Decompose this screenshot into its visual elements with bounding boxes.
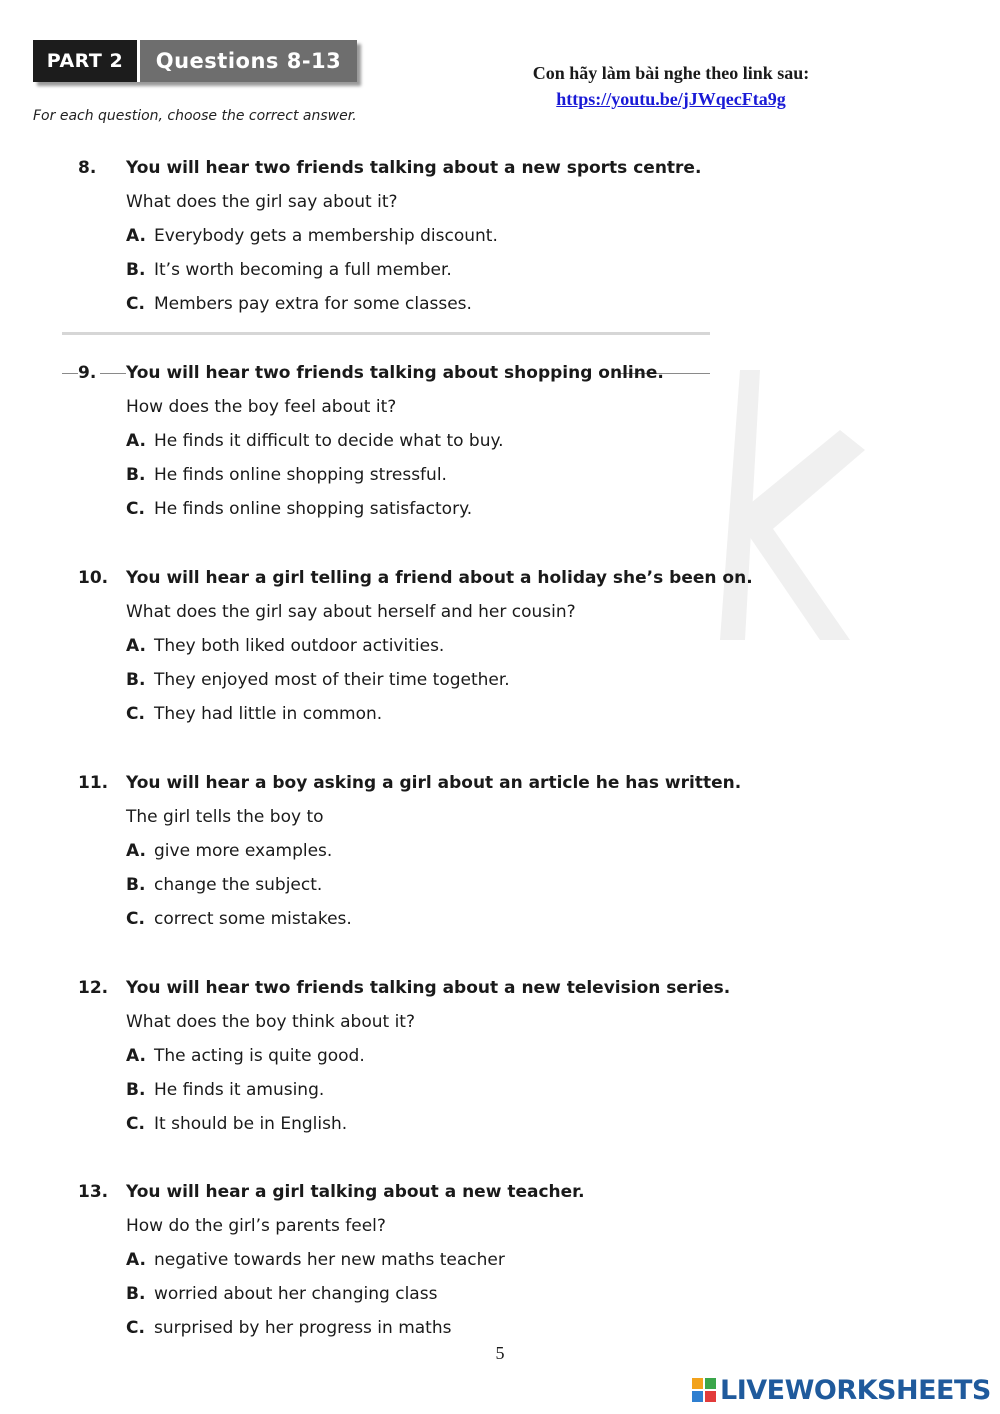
option-a[interactable]: [78, 841, 778, 875]
option-text: The acting is quite good.: [154, 1046, 365, 1066]
question-stem: You will hear a girl telling a friend about a holiday she’s been on.: [126, 568, 753, 588]
listening-notice: [500, 60, 842, 112]
question-11: [78, 773, 778, 943]
section-divider: [62, 332, 710, 335]
questions-range-label: Questions 8-13: [155, 49, 342, 73]
question-10: [78, 568, 778, 738]
option-c[interactable]: [78, 704, 778, 738]
option-text: change the subject.: [154, 875, 323, 895]
option-b[interactable]: [78, 875, 778, 909]
option-b[interactable]: [78, 1080, 778, 1114]
question-prompt: How do the girl’s parents feel?: [126, 1216, 386, 1236]
option-text: give more examples.: [154, 841, 333, 861]
listening-prompt: Con hãy làm bài nghe theo link sau:: [532, 63, 810, 83]
option-c[interactable]: [78, 1114, 778, 1148]
part-banner: [33, 40, 357, 82]
question-8: [78, 158, 778, 328]
option-letter: C.: [126, 704, 145, 724]
brand-name: LIVEWORKSHEETS: [720, 1374, 991, 1406]
option-b[interactable]: [78, 1284, 778, 1318]
question-stem: You will hear a boy asking a girl about an article he has written.: [126, 773, 742, 793]
option-text: Members pay extra for some classes.: [154, 294, 472, 314]
option-letter: A.: [126, 431, 146, 451]
option-c[interactable]: [78, 499, 778, 533]
option-c[interactable]: [78, 1318, 778, 1352]
option-letter: C.: [126, 1318, 145, 1338]
option-text: negative towards her new maths teacher: [154, 1250, 505, 1270]
question-prompt: What does the girl say about it?: [126, 192, 398, 212]
liveworksheets-brand[interactable]: [692, 1375, 991, 1405]
question-prompt: The girl tells the boy to: [126, 807, 324, 827]
option-text: He finds online shopping satisfactory.: [154, 499, 473, 519]
option-a[interactable]: [78, 1250, 778, 1284]
part-label: PART 2: [33, 40, 140, 82]
page-number: 5: [495, 1343, 505, 1363]
question-number: 11.: [78, 773, 109, 793]
question-stem: You will hear two friends talking about shopping online.: [126, 363, 664, 383]
question-number: 9.: [78, 363, 97, 383]
option-text: They had little in common.: [154, 704, 383, 724]
question-prompt: What does the girl say about herself and her cousin?: [126, 602, 576, 622]
option-text: surprised by her progress in maths: [154, 1318, 452, 1338]
question-9: [78, 363, 778, 533]
option-letter: B.: [126, 465, 146, 485]
option-c[interactable]: [78, 909, 778, 943]
option-text: worried about her changing class: [154, 1284, 438, 1304]
option-b[interactable]: [78, 465, 778, 499]
instruction-text: For each question, choose the correct answer.: [33, 108, 357, 124]
question-prompt: What does the boy think about it?: [126, 1012, 415, 1032]
question-stem: You will hear a girl talking about a new teacher.: [126, 1182, 585, 1202]
question-stem: You will hear two friends talking about a new sports centre.: [126, 158, 702, 178]
option-letter: B.: [126, 1284, 146, 1304]
option-letter: B.: [126, 875, 146, 895]
option-text: He finds online shopping stressful.: [154, 465, 447, 485]
option-letter: A.: [126, 841, 146, 861]
option-c[interactable]: [78, 294, 778, 328]
question-stem: You will hear two friends talking about a new television series.: [126, 978, 731, 998]
option-b[interactable]: [78, 670, 778, 704]
option-letter: C.: [126, 1114, 145, 1134]
question-12: [78, 978, 778, 1148]
option-letter: C.: [126, 294, 145, 314]
option-letter: B.: [126, 1080, 146, 1100]
option-text: It should be in English.: [154, 1114, 348, 1134]
option-text: They both liked outdoor activities.: [154, 636, 445, 656]
question-rule-left: [62, 373, 78, 374]
option-text: He finds it difficult to decide what to buy.: [154, 431, 504, 451]
option-letter: A.: [126, 226, 146, 246]
option-text: Everybody gets a membership discount.: [154, 226, 498, 246]
option-letter: B.: [126, 670, 146, 690]
option-a[interactable]: [78, 226, 778, 260]
option-a[interactable]: [78, 636, 778, 670]
option-letter: A.: [126, 1250, 146, 1270]
audio-link[interactable]: https://youtu.be/jJWqecFta9g: [556, 89, 786, 109]
option-text: correct some mistakes.: [154, 909, 352, 929]
question-number: 12.: [78, 978, 109, 998]
option-a[interactable]: [78, 431, 778, 465]
question-number: 10.: [78, 568, 109, 588]
question-number: 13.: [78, 1182, 109, 1202]
question-number: 8.: [78, 158, 97, 178]
liveworksheets-logo-icon: [692, 1378, 716, 1402]
option-letter: A.: [126, 636, 146, 656]
option-text: It’s worth becoming a full member.: [154, 260, 452, 280]
option-letter: C.: [126, 909, 145, 929]
option-letter: A.: [126, 1046, 146, 1066]
option-b[interactable]: [78, 260, 778, 294]
option-letter: B.: [126, 260, 146, 280]
question-13: [78, 1182, 778, 1352]
question-prompt: How does the boy feel about it?: [126, 397, 397, 417]
option-a[interactable]: [78, 1046, 778, 1080]
option-text: He finds it amusing.: [154, 1080, 325, 1100]
option-text: They enjoyed most of their time together.: [154, 670, 510, 690]
option-letter: C.: [126, 499, 145, 519]
